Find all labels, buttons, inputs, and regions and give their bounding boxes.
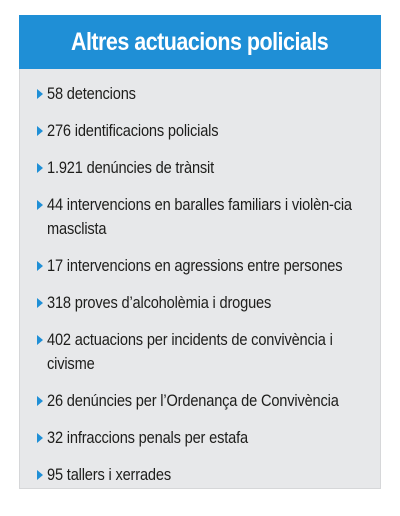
list-item <box>37 389 367 413</box>
triangle-right-icon <box>37 89 43 99</box>
list-item-text: 26 denúncies per l’Ordenança de Convivència <box>47 391 339 410</box>
info-box <box>19 15 381 489</box>
list-item <box>37 254 367 278</box>
list-item-text: 1.921 denúncies de trànsit <box>47 158 215 177</box>
list-item <box>37 119 367 143</box>
list-item-text: 32 infraccions penals per estafa <box>47 428 248 447</box>
list-item-text: 276 identificacions policials <box>47 121 219 140</box>
list-item-text: 402 actuacions per incidents de convivència i civisme <box>47 330 333 373</box>
list-item-text: 17 intervencions en agressions entre persones <box>47 256 343 275</box>
box-title: Altres actuacions policials <box>71 27 329 56</box>
triangle-right-icon <box>37 335 43 345</box>
triangle-right-icon <box>37 200 43 210</box>
triangle-right-icon <box>37 163 43 173</box>
triangle-right-icon <box>37 433 43 443</box>
list-item-text: 95 tallers i xerrades <box>47 465 171 484</box>
list-item-text: 318 proves d’alcoholèmia i drogues <box>47 293 272 312</box>
triangle-right-icon <box>37 298 43 308</box>
list-item <box>37 328 367 376</box>
list-item <box>37 193 367 241</box>
triangle-right-icon <box>37 470 43 480</box>
list-item <box>37 156 367 180</box>
triangle-right-icon <box>37 261 43 271</box>
triangle-right-icon <box>37 396 43 406</box>
list-item <box>37 82 367 106</box>
list-item-text: 58 detencions <box>47 84 136 103</box>
box-header <box>19 15 381 69</box>
list-item <box>37 426 367 450</box>
list-item-text: 44 intervencions en baralles familiars i violèn-cia masclista <box>47 195 352 238</box>
triangle-right-icon <box>37 126 43 136</box>
list-item <box>37 463 367 487</box>
actions-list <box>19 69 381 487</box>
list-item <box>37 291 367 315</box>
